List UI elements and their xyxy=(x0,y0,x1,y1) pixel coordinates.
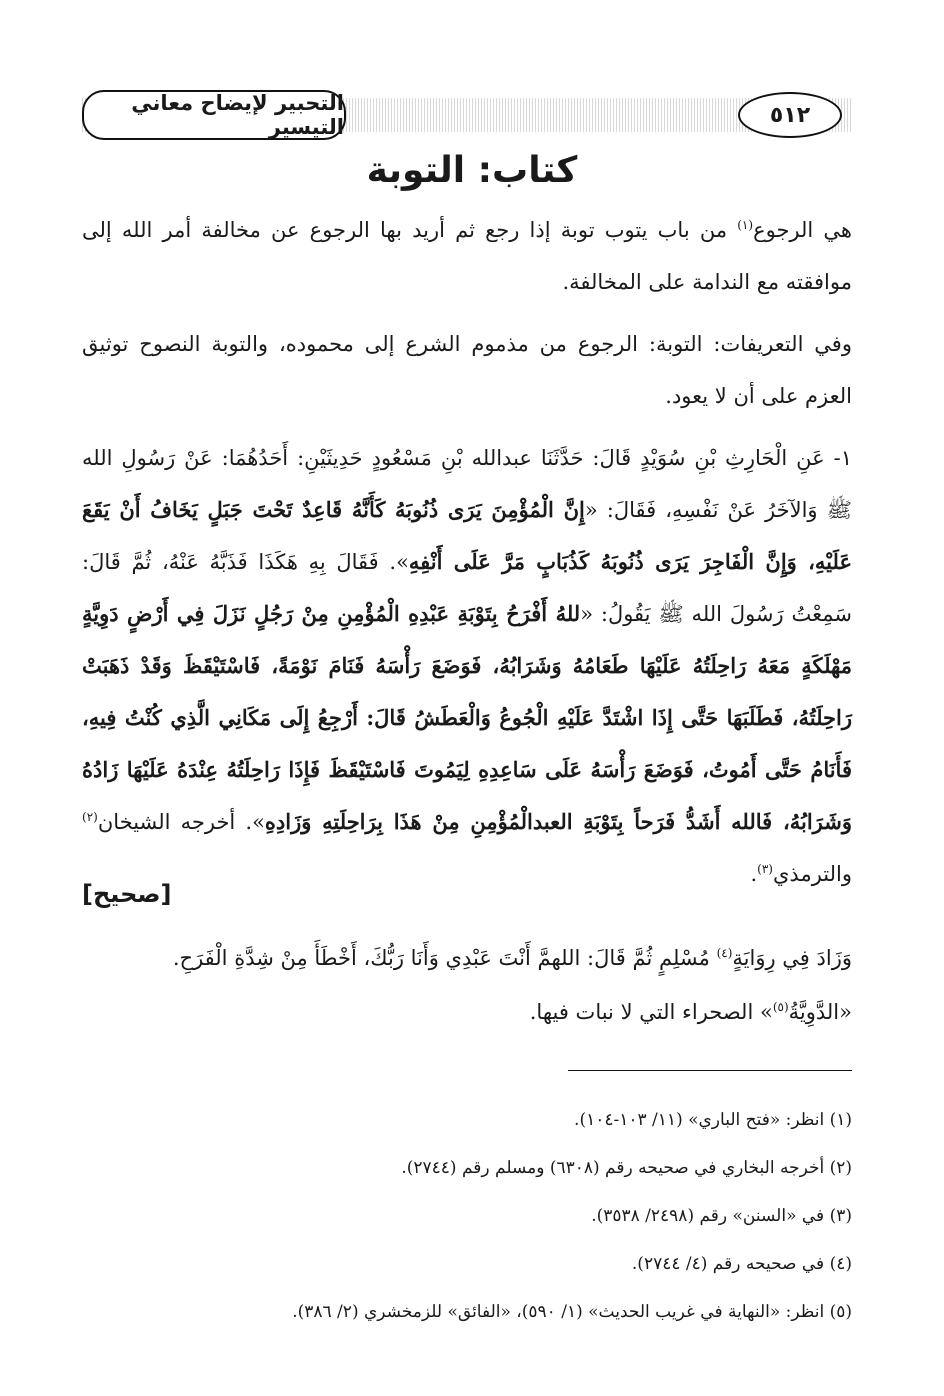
paragraph-text: وفي التعريفات: التوبة: الرجوع من مذموم الشرع إلى محموده، والتوبة النصوح توثيق العزم على أن لا يعود. xyxy=(82,332,852,408)
footnote-1: (١) انظر: «فتح الباري» (١١/ ١٠٣-١٠٤). xyxy=(574,1110,852,1130)
footnote-5: (٥) انظر: «النهاية في غريب الحديث» (١/ ٥٩٠)، «الفائق» للزمخشري (٢/ ٣٨٦). xyxy=(292,1302,852,1322)
paragraph-addition xyxy=(82,932,852,984)
paragraph-definitions-ref xyxy=(82,318,852,422)
paragraph-gloss xyxy=(82,986,852,1038)
paragraph-text: هي الرجوع xyxy=(753,218,852,242)
footnote-divider xyxy=(568,1070,852,1071)
footnote-ref: (٥) xyxy=(772,1000,789,1014)
hadith-source: . xyxy=(750,862,758,886)
hadith-source: والترمذي xyxy=(772,862,852,886)
hadith-text-1: إِنَّ الْمُؤْمِنَ يَرَى ذُنُوبَهُ كَأَنَّهُ قَاعِدٌ تَحْتَ جَبَلٍ يَخَافُ أَنْ يَقَعَ عَلَيْهِ، وَإِنَّ الْفَاجِرَ يَرَى ذُنُوبَهُ كَذُبَابٍ مَرَّ عَلَى أَنْفِهِ xyxy=(82,497,852,574)
page-number: ٥١٢ xyxy=(738,92,842,138)
chapter-title: كتاب: التوبة xyxy=(366,150,578,191)
footnote-ref: (٤) xyxy=(716,946,733,960)
hadith-narration: ». فَقَالَ بِهِ هَكَذَا فَذَبَّهُ عَنْهُ، ثُمَّ قَالَ: سَمِعْتُ رَسُولَ الله ﷺ يَقُولُ: « xyxy=(82,550,852,626)
footnote-ref: (٣) xyxy=(757,862,773,876)
footnote-4: (٤) في صحيحه رقم (٤/ ٢٧٤٤). xyxy=(631,1254,852,1274)
footnotes xyxy=(82,1096,852,1336)
footnote-ref: (١) xyxy=(737,218,754,232)
running-title: التحبير لإيضاح معاني التيسير xyxy=(82,90,346,140)
footnote-3: (٣) في «السنن» رقم (٢٤٩٨/ ٣٥٣٨). xyxy=(591,1206,852,1226)
footnote-2: (٢) أخرجه البخاري في صحيحه رقم (٦٣٠٨) ومسلم رقم (٢٧٤٤). xyxy=(401,1158,852,1178)
hadith-source: ». أخرجه الشيخان xyxy=(97,810,265,834)
hadith-paragraph xyxy=(82,432,852,900)
paragraph-text: من باب يتوب توبة إذا رجع ثم أريد بها الرجوع عن مخالفة أمر الله إلى موافقته مع الندامة على المخالفة. xyxy=(82,218,852,294)
footnote-ref: (٢) xyxy=(82,810,98,824)
paragraph-text: » الصحراء التي لا نبات فيها. xyxy=(529,1000,773,1024)
paragraph-text: «الدَّوِيَّةُ xyxy=(788,1000,852,1024)
hadith-text-2: للهُ أَفْرَحُ بِتَوْبَةِ عَبْدِهِ الْمُؤْمِنِ مِنْ رَجُلٍ نَزَلَ فِي أَرْضٍ دَوِيَّةٍ مَهْلَكَةٍ مَعَهُ رَاحِلَتُهُ عَلَيْهَا طَعَامُهُ وَشَرَابُهُ، فَوَضَعَ رَأْسَهُ فَنَامَ نَوْمَةً، فَاسْتَيْقَظَ وَقَدْ ذَهَبَتْ رَاحِلَتُهُ، فَطَلَبَهَا حَتَّى إِذَا اشْتَدَّ عَلَيْهِ الْجُوعُ وَالْعَطَشُ قَالَ: أَرْجِعُ إِلَى مَكَانِي الَّذِي كُنْتُ فِيهِ، فَأَنَامُ حَتَّى أَمُوتُ، فَوَضَعَ رَأْسَهُ عَلَى سَاعِدِهِ لِيَمُوتَ فَاسْتَيْقَظَ فَإِذَا رَاحِلَتُهُ عِنْدَهُ عَلَيْهَا زَادُهُ وَشَرَابُهُ، فَالله أَشَدُّ فَرَحاً بِتَوْبَةِ العبدالْمُؤْمِنِ مِنْ هَذَا بِرَاحِلَتِهِ وَزَادِهِ xyxy=(82,601,853,834)
paragraph-text: مُسْلِمٍ ثُمَّ قَالَ: اللهمَّ أَنْتَ عَبْدِي وَأَنَا رَبُّكَ، أَخْطَأَ مِنْ شِدَّةِ الْفَرَحِ. xyxy=(172,946,717,970)
paragraph-definition xyxy=(82,204,852,308)
hadith-grade: [صحيح] xyxy=(82,880,172,908)
hadith-narration: ١- عَنِ الْحَارِثِ بْنِ سُوَيْدٍ قَالَ: حَدَّثَنَا عبدالله بْنِ مَسْعُودٍ حَدِيثَيْنِ: أَحَدُهُمَا: عَنْ رَسُولِ الله ﷺ وَالآخَرُ عَنْ نَفْسِهِ، فَقَالَ: « xyxy=(82,446,853,522)
paragraph-text: وَزَادَ فِي رِوَايَةٍ xyxy=(732,946,852,970)
